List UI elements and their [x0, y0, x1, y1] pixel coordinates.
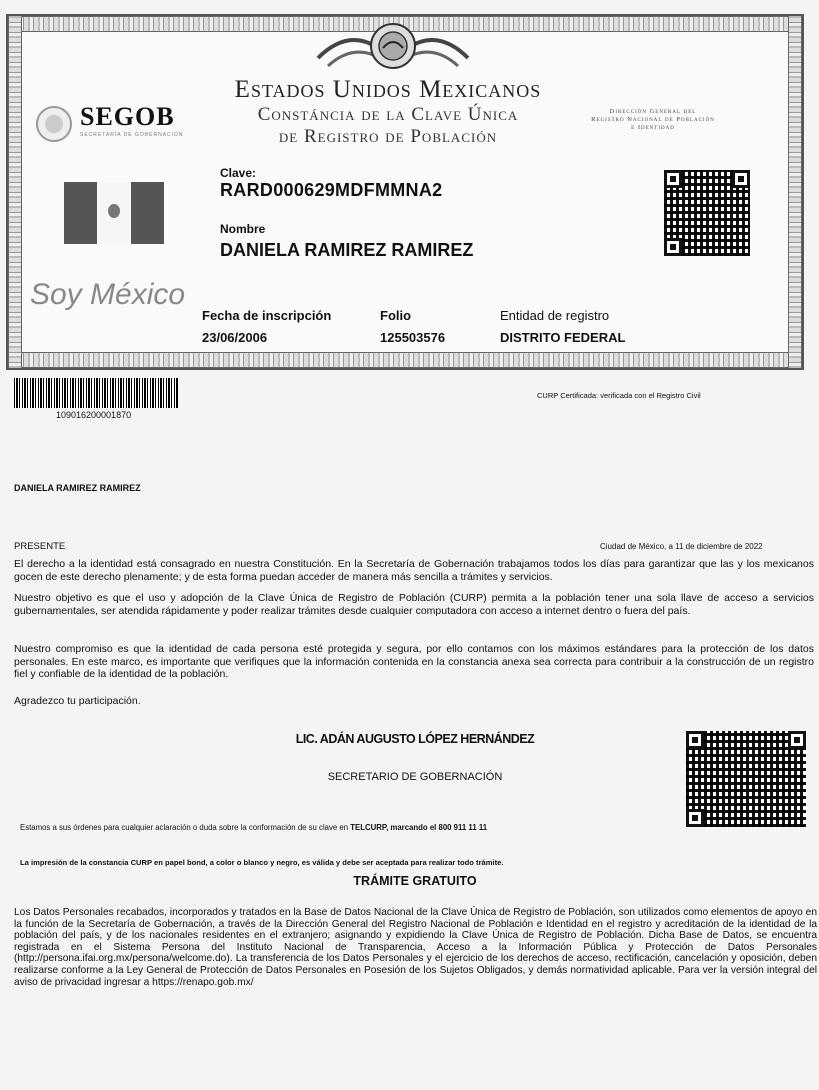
letter-qr-code — [686, 731, 806, 827]
national-emblem-icon — [308, 18, 478, 76]
telcurp-phone: TELCURP, marcando el 800 911 11 11 — [350, 823, 488, 832]
soy-mexico-watermark: Soy México — [30, 278, 186, 311]
segob-seal-icon — [34, 104, 74, 144]
contact-text: Estamos a sus órdenes para cualquier aclaración o duda sobre la conformación de su clave en — [20, 823, 351, 832]
nombre-label: Nombre — [220, 222, 266, 236]
title-country: Estados Unidos Mexicanos — [234, 76, 542, 103]
curp-certificate — [6, 14, 804, 370]
entidad-value: DISTRITO FEDERAL — [500, 330, 626, 345]
clave-value: RARD000629MDFMMNA2 — [220, 180, 443, 200]
dgrn-line-1: Dirección General del — [609, 108, 697, 115]
dgrn-line-2: Registro Nacional de Población — [591, 116, 715, 123]
entidad-label: Entidad de registro — [500, 308, 610, 323]
title-registro: de Registro de Población — [278, 126, 498, 147]
segob-logo-text: SEGOB — [80, 102, 175, 131]
paragraph-objective: Nuestro objetivo es que el uso y adopción de la Clave Única de Registro de Población (CURP) permita a la población tener una sola llave de acceso a servicios gubernamentales, ser atendida rápidamente y poder realizar trámites desde cualquier computadora con acceso a internet dentro o fuera del país. — [14, 592, 814, 617]
print-validity-note: La impresión de la constancia CURP en papel bond, a color o blanco y negro, es válida y debe ser aceptada para realizar todo trámite. — [20, 858, 504, 867]
certificate-qr-code — [664, 170, 750, 256]
left-border-band — [8, 16, 22, 368]
paragraph-commitment: Nuestro compromiso es que la identidad de cada persona esté protegida y segura, por ello contamos con los máximos estándares para la protección de los datos personales. En este marco, es importante que verifiques que la información contenida en la constancia anexa sea correcta para contribuir a la construcción de un registro fiel y confiable de la identidad de la población. — [14, 643, 814, 681]
thanks-line: Agradezco tu participación. — [14, 695, 141, 707]
signer-title: SECRETARIO DE GOBERNACIÓN — [327, 771, 503, 783]
recipient-name: DANIELA RAMIREZ RAMIREZ — [14, 483, 141, 493]
fecha-value: 23/06/2006 — [202, 330, 268, 345]
tramite-gratuito: TRÁMITE GRATUITO — [353, 874, 477, 888]
signer-name: LIC. ADÁN AUGUSTO LÓPEZ HERNÁNDEZ — [295, 732, 535, 746]
place-date: Ciudad de México, a 11 de diciembre de 2022 — [600, 542, 763, 551]
folio-value: 125503576 — [380, 330, 446, 345]
folio-label: Folio — [380, 308, 412, 323]
right-border-band — [788, 16, 802, 368]
fecha-label: Fecha de inscripción — [202, 308, 332, 323]
contact-line — [20, 823, 487, 832]
barcode — [14, 378, 178, 408]
barcode-number: 109016200001870 — [56, 410, 132, 420]
dgrn-line-3: e Identidad — [631, 124, 675, 131]
privacy-notice: Los Datos Personales recabados, incorporados y tratados en la Base de Datos Nacional de la Clave Única de Registro de Población, son utilizados como elementos de apoyo en la función de la Secretaría de Gobernación, a través de la Dirección General del Registro Nacional de Población e Identidad en el registro y acreditación de la identidad de la población del país, y de los nacionales residentes en el extranjero; asignando y expidiendo la Clave Única de Registro de Población. Dicha Base de Datos, se encuentra registrada en el Sistema Persona del Instituto Nacional de Transparencia, Acceso a la Información Pública y Protección de Datos Personales (http://persona.ifai.org.mx/persona/welcome.do). La transferencia de los Datos Personales y el ejercicio de los derechos de acceso, rectificación, cancelación y oposición, deben realizarse conforme a la Ley General de Protección de Datos Personales en Posesión de los Sujetos Obligados, y demás normatividad aplicable. Para ver la versión integral del aviso de privacidad ingresar a https://renapo.gob.mx/ — [14, 907, 817, 988]
clave-label: Clave: — [220, 166, 257, 180]
bottom-border-band — [8, 352, 802, 368]
title-constancia: Constáncia de la Clave Única — [257, 104, 519, 125]
mexican-flag-icon — [64, 182, 164, 244]
presente-label: PRESENTE — [14, 541, 66, 552]
nombre-value: DANIELA RAMIREZ RAMIREZ — [220, 240, 474, 260]
segob-subtitle: SECRETARÍA DE GOBERNACIÓN — [80, 132, 184, 138]
certified-note: CURP Certificada: verificada con el Registro Civil — [537, 391, 701, 400]
paragraph-identity: El derecho a la identidad está consagrado en nuestra Constitución. En la Secretaría de Gobernación trabajamos todos los días para garantizar que las y los mexicanos gocen de este derecho plenamente; y de esta forma puedan acceder de manera más sencilla a trámites y servicios. — [14, 558, 814, 583]
